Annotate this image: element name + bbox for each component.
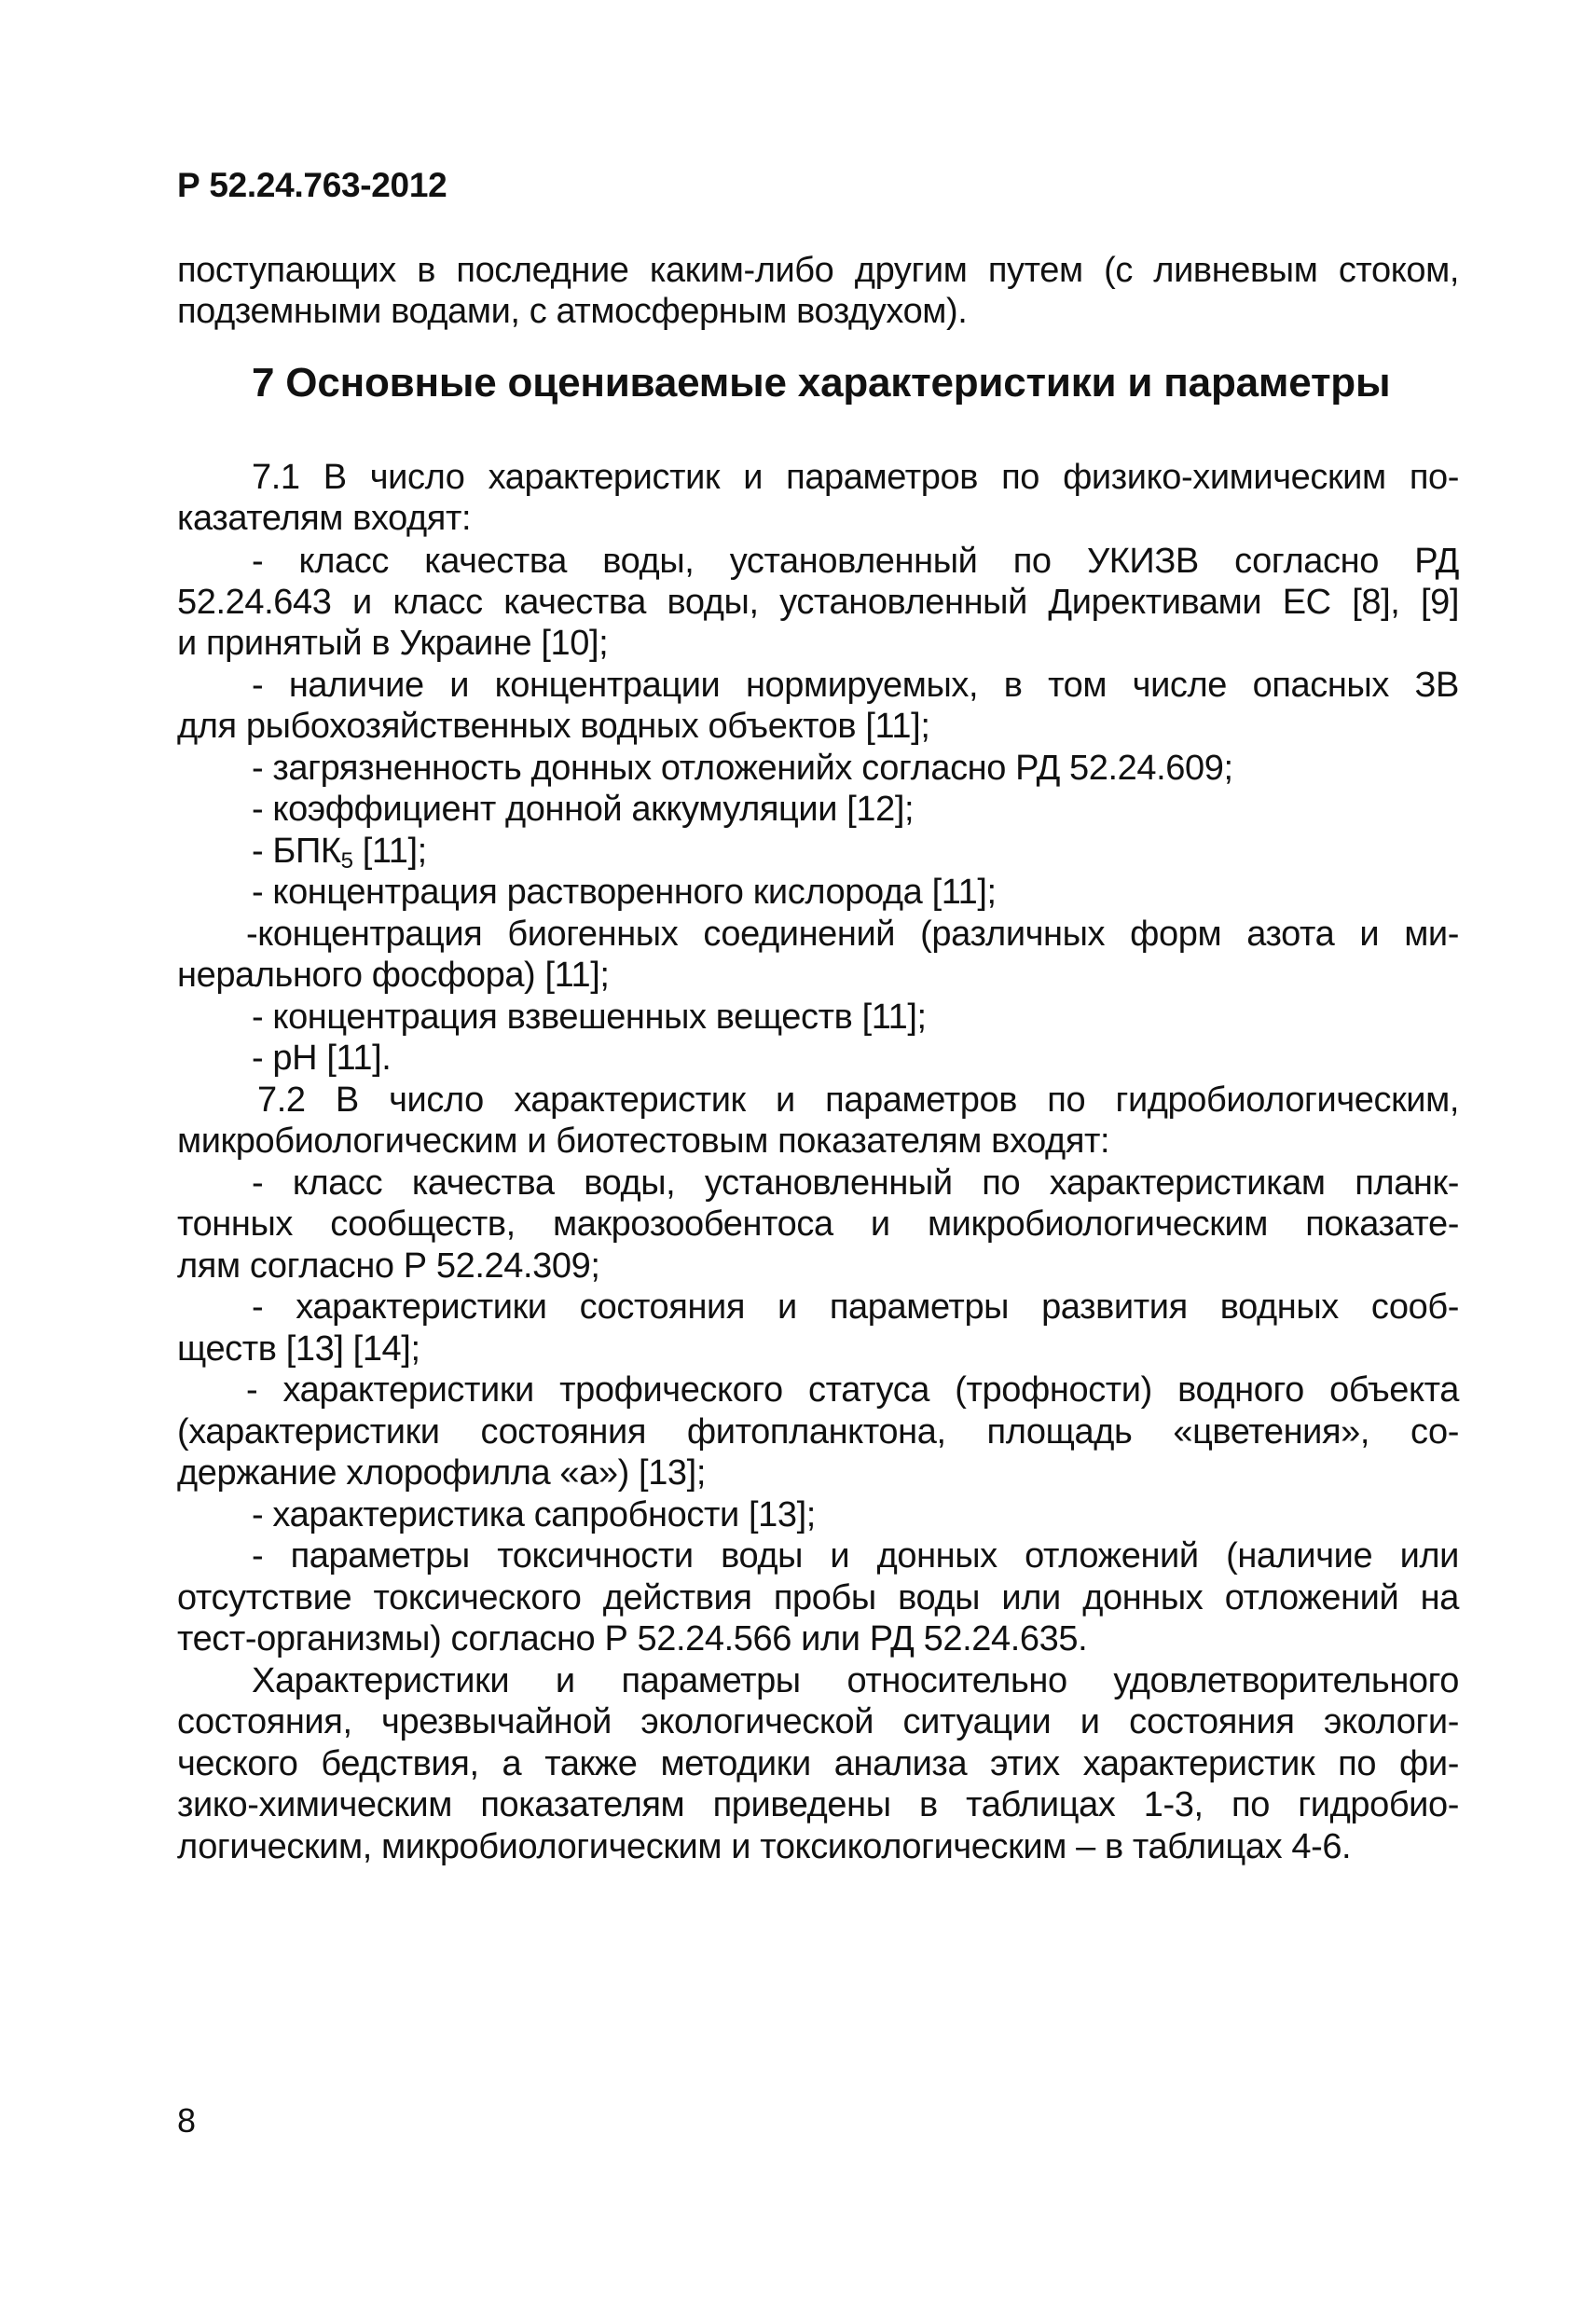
text-line: 52.24.643 и класс качества воды, установленный Директивами ЕС [8], [9]: [177, 583, 1459, 622]
text-line: зико-химическим показателям приведены в таблицах 1-3, по гидробио-: [177, 1785, 1459, 1824]
text-line: состояния, чрезвычайной экологической ситуации и состояния экологи-: [177, 1702, 1459, 1741]
text-line: - характеристики трофического статуса (трофности) водного объекта: [246, 1370, 1459, 1410]
text-line: - характеристики состояния и параметры развития водных сооб-: [252, 1287, 1459, 1327]
text-line: нерального фосфора) [11];: [177, 956, 610, 995]
bpk-reference: [11];: [352, 832, 427, 871]
text-line: - наличие и концентрации нормируемых, в том числе опасных ЗВ: [252, 666, 1459, 705]
text-line: тонных сообществ, макрозообентоса и микробиологическим показате-: [177, 1204, 1459, 1244]
text-line: 7.2 В число характеристик и параметров по гидробиологическим,: [257, 1080, 1459, 1120]
text-line: казателям входят:: [177, 499, 472, 538]
text-line: - характеристика сапробности [13];: [252, 1495, 816, 1534]
text-line: держание хлорофилла «а») [13];: [177, 1453, 706, 1493]
bpk-subscript: 5: [340, 848, 353, 874]
text-line: - концентрация растворенного кислорода [11];: [252, 873, 997, 912]
text-line: лям согласно Р 52.24.309;: [177, 1246, 600, 1286]
page-number: 8: [177, 2101, 197, 2140]
text-line: -концентрация биогенных соединений (различных форм азота и ми-: [246, 915, 1459, 954]
text-line: 7.1 В число характеристик и параметров по физико-химическим по-: [252, 458, 1459, 497]
text-line: - класс качества воды, установленный по характеристикам планк-: [252, 1163, 1459, 1203]
text-line: ществ [13] [14];: [177, 1329, 420, 1369]
bpk-label: - БПК: [252, 832, 341, 871]
text-line: - коэффициент донной аккумуляции [12];: [252, 790, 915, 829]
document-code: Р 52.24.763-2012: [177, 166, 447, 204]
text-line: ческого бедствия, а также методики анализа этих характеристик по фи-: [177, 1744, 1459, 1783]
text-line: логическим, микробиологическим и токсикологическим – в таблицах 4-6.: [177, 1827, 1352, 1866]
text-line-bpk: [252, 831, 1534, 872]
text-line: поступающих в последние каким-либо другим путем (с ливневым стоком,: [177, 251, 1459, 290]
text-line: - pH [11].: [252, 1039, 392, 1078]
text-line: для рыбохозяйственных водных объектов [11];: [177, 707, 930, 746]
text-line: Характеристики и параметры относительно удовлетворительного: [252, 1661, 1459, 1700]
text-line: - класс качества воды, установленный по УКИЗВ согласно РД: [252, 542, 1459, 581]
text-line: - концентрация взвешенных веществ [11];: [252, 998, 927, 1037]
text-line: - параметры токсичности воды и донных отложений (наличие или: [252, 1536, 1459, 1576]
text-line: (характеристики состояния фитопланктона, площадь «цветения», со-: [177, 1412, 1459, 1452]
section-heading: 7 Основные оцениваемые характеристики и параметры: [252, 360, 1391, 406]
text-line: отсутствие токсического действия пробы воды или донных отложений на: [177, 1578, 1459, 1617]
text-line: подземными водами, с атмосферным воздухом).: [177, 292, 968, 331]
text-line: тест-организмы) согласно Р 52.24.566 или РД 52.24.635.: [177, 1619, 1088, 1658]
text-line: - загрязненность донных отложенийх согласно РД 52.24.609;: [252, 749, 1233, 788]
text-line: и принятый в Украине [10];: [177, 624, 609, 663]
text-line: микробиологическим и биотестовым показателям входят:: [177, 1122, 1110, 1161]
